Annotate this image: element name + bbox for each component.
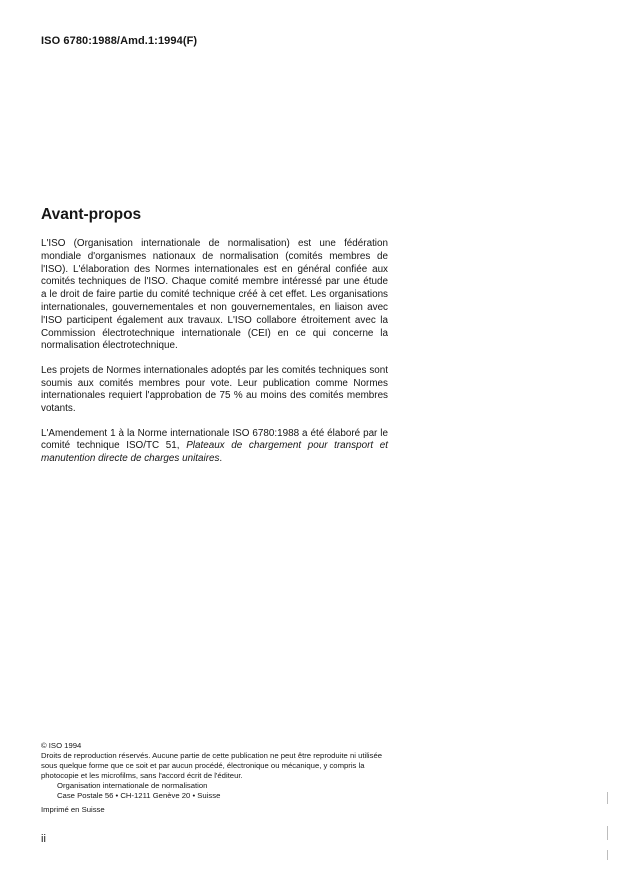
copyright-notice: © ISO 1994 — [41, 741, 82, 750]
amendment-intro: L'Amendement 1 à la Norme internationale ISO 6780:1988 a été élaboré par le comité technique ISO/TC 51, — [41, 427, 388, 452]
foreword-body — [41, 238, 388, 478]
committee-title: Plateaux de chargement pour transport et manutention directe de charges unitaires — [41, 440, 388, 465]
scan-edge-mark — [607, 850, 608, 860]
scan-edge-mark — [607, 826, 608, 840]
copyright-address: Case Postale 56 • CH-1211 Genève 20 • Suisse — [57, 791, 221, 800]
copyright-rights: Droits de reproduction réservés. Aucune partie de cette publication ne peut être reproduite ni utilisée sous quelque forme que ce soit et par aucun procédé, électronique ou mécanique, y compris la photocopie et les microfilms, sans l'accord écrit de l'éditeur. — [41, 751, 383, 780]
copyright-block — [41, 741, 391, 815]
foreword-paragraph-2: Les projets de Normes internationales adoptés par les comités techniques sont soumis aux comités membres pour vote. Leur publication comme Normes internationales requiert l'approbation de 75 % au moins des comités membres votants. — [41, 364, 388, 415]
foreword-paragraph-1: L'ISO (Organisation internationale de normalisation) est une fédération mondiale d'organismes nationaux de normalisation (comités membres de l'ISO). L'élaboration des Normes internationales est en général confiée aux comités techniques de l'ISO. Chaque comité membre intéressé par une étude a le droit de faire partie du comité technique créé à cet effet. Les organisations internationales, gouvernementales et non gouvernementales, en liaison avec l'ISO participent également aux travaux. L'ISO collabore étroitement avec la Commission électrotechnique internationale (CEI) en ce qui concerne la normalisation électrotechnique. — [41, 238, 388, 352]
amendment-end: . — [219, 453, 223, 465]
printed-in: Imprimé en Suisse — [41, 805, 105, 814]
foreword-title: Avant-propos — [41, 206, 142, 223]
scan-edge-mark — [607, 792, 608, 804]
foreword-paragraph-3 — [41, 428, 388, 466]
copyright-organization: Organisation internationale de normalisation — [57, 781, 208, 790]
page-number: ii — [41, 833, 46, 845]
document-reference: ISO 6780:1988/Amd.1:1994(F) — [41, 35, 198, 47]
